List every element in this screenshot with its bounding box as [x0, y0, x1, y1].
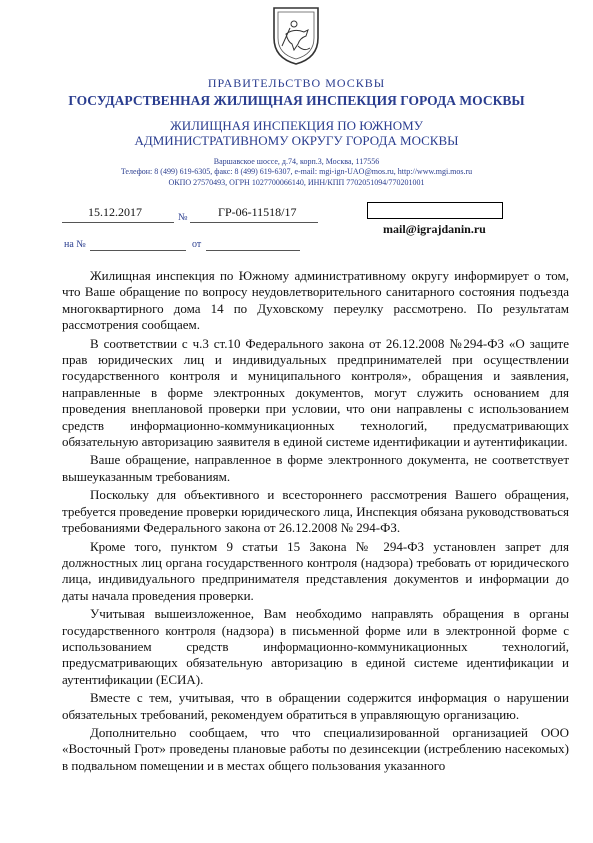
sub-department-line1: ЖИЛИЩНАЯ ИНСПЕКЦИЯ ПО ЮЖНОМУ — [170, 118, 423, 133]
letter-body — [62, 268, 569, 776]
on-number-underline — [90, 250, 186, 251]
paragraph-4: Поскольку для объективного и всестороннего рассмотрения Вашего обращения, требуется проведение проверки юридического лица, Инспекция обязана руководствоваться требованиями Федерального закона от 26.12.2008 № 294-ФЗ. — [62, 487, 569, 536]
on-number-label: на № — [64, 239, 86, 250]
registration-codes: ОКПО 27570493, ОГРН 1027700066140, ИНН/КПП 7702051094/770201001 — [168, 178, 425, 187]
contacts: Телефон: 8 (499) 619-6305, факс: 8 (499) 619-6307, e-mail: mgi-ign-UAO@mos.ru, http://www.mgi.mos.ru — [120, 167, 473, 176]
address: Варшавское шоссе, д.74, корп.3, Москва, 117556 — [213, 157, 380, 166]
government-name: ПРАВИТЕЛЬСТВО МОСКВЫ — [207, 76, 386, 90]
number-sign: № — [178, 212, 188, 223]
moscow-coat-of-arms-icon — [270, 4, 322, 66]
date-underline — [62, 222, 174, 223]
paragraph-8: Дополнительно сообщаем, что что специализированной организацией ООО «Восточный Грот» проведены плановые работы по дезинсекции (истреблению насекомых) в подвальном помещении и в местах общего пользования указанного — [62, 724, 569, 773]
recipient-email: mail@igrajdanin.ru — [383, 222, 486, 236]
number-underline — [190, 222, 318, 223]
redacted-recipient — [367, 202, 503, 219]
from-underline — [206, 250, 300, 251]
paragraph-3: Ваше обращение, направленное в форме электронного документа, не соответствует вышеуказанным требованиям. — [62, 452, 569, 484]
paragraph-6: Учитывая вышеизложенное, Вам необходимо направлять обращения в органы государственного контроля (надзора) в письменной форме или в электронной форме с использованием средств информационно-коммуникационных технологий, предусматривающих обязательную авторизацию в единой системе идентификации и аутентификации (ЕСИА). — [62, 606, 569, 687]
paragraph-1: Жилищная инспекция по Южному административному округу информирует о том, что Ваше обращение по вопросу неудовлетворительного санитарного состояния подъезда многоквартирного дома 14 по Духовскому переулку рассмотрено. По результатам рассмотрения сообщаем. — [62, 268, 569, 333]
inspection-name: ГОСУДАРСТВЕННАЯ ЖИЛИЩНАЯ ИНСПЕКЦИЯ ГОРОДА МОСКВЫ — [68, 93, 525, 108]
from-label: от — [192, 239, 202, 250]
letter-date: 15.12.2017 — [88, 205, 142, 219]
paragraph-2: В соответствии с ч.3 ст.10 Федерального закона от 26.12.2008 №294-ФЗ «О защите прав юридических лиц и индивидуальных предпринимателей при осуществлении государственного контроля и муниципального контроля», обращения и заявления, направленные в форме электронных документов, могут служить основанием для проведения внеплановой проверки при условии, что они направлены с использованием средств информационно-коммуникационных технологий, предусматривающих обязательную авторизацию заявителя в единой системе идентификации и аутентификации. — [62, 335, 569, 450]
paragraph-5: Кроме того, пунктом 9 статьи 15 Закона № 294-ФЗ установлен запрет для должностных лиц органа государственного контроля (надзора) требовать от юридического лица, индивидуального предпринимателя представления документов и информации до даты начала проведения проверки. — [62, 538, 569, 603]
paragraph-7: Вместе с тем, учитывая, что в обращении содержится информация о нарушении обязательных требований, рекомендуем обратиться в управляющую организацию. — [62, 690, 569, 722]
registration-number: ГР-06-11518/17 — [218, 205, 297, 219]
sub-department-line2: АДМИНИСТРАТИВНОМУ ОКРУГУ ГОРОДА МОСКВЫ — [134, 133, 459, 148]
